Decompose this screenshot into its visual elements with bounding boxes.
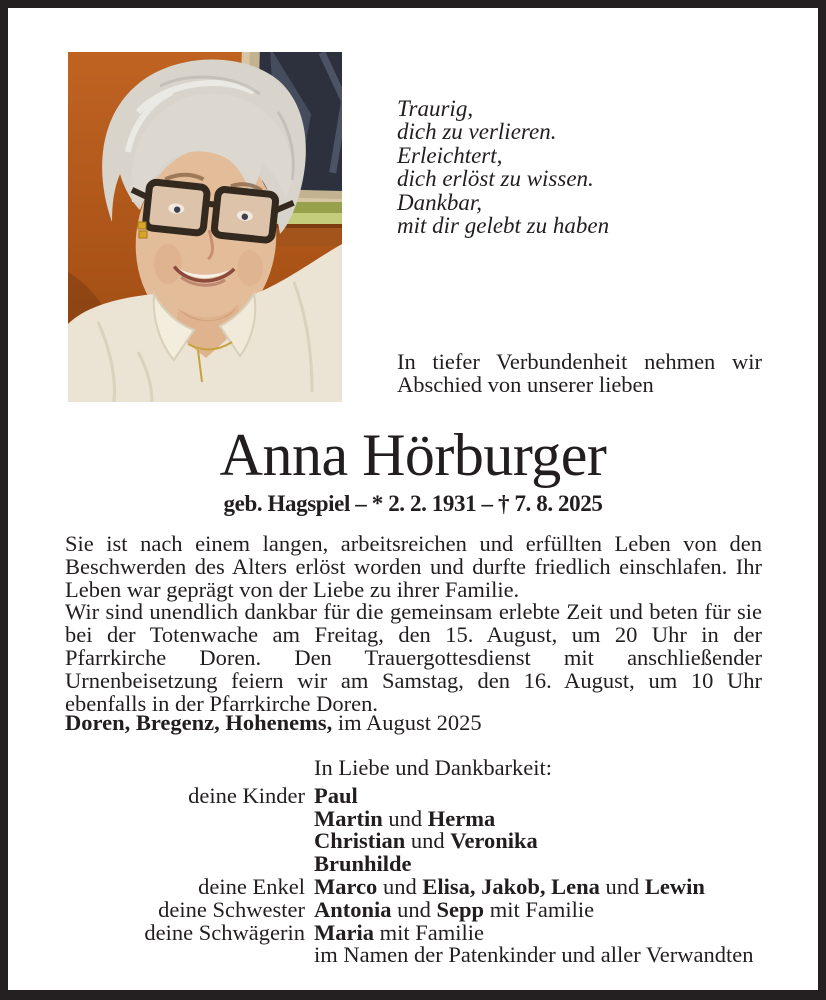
deceased-name: Anna Hörburger (219, 422, 607, 488)
mourner-row (65, 873, 810, 899)
life-dates: geb. Hagspiel – * 2. 2. 1931 – † 7. 8. 2025 (223, 491, 603, 516)
mourner-names: Marco und Elisa, Jakob, Lena und Lewin (314, 873, 705, 899)
mourner-names: Martin und Herma (314, 805, 496, 831)
mourner-names: Antonia und Sepp mit Familie (314, 896, 595, 922)
dateline (65, 711, 765, 734)
memorial-verse (397, 97, 742, 237)
mourner-row (65, 757, 810, 780)
mourner-label: deine Schwägerin (144, 919, 305, 945)
dateline-date: im August 2025 (332, 710, 482, 735)
verse-line: Traurig, (397, 96, 474, 121)
obituary-paragraph: Wir sind unendlich dankbar für die gemeinsam erlebte Zeit und beten für sie bei der Totenwache am Freitag, den 15. August, um 20 Uhr in der Pfarrkirche Doren. Den Trauergottesdienst mit anschließender Urnenbeisetzung feiern wir am Samstag, den 16. August, um 10 Uhr ebenfalls in der Pfarrkirche Doren. (65, 599, 762, 716)
verse-line: mit dir gelebt zu haben (397, 213, 610, 239)
mourner-names: Paul (314, 782, 358, 808)
obituary-body (65, 533, 762, 715)
verse-line: dich zu verlieren. (397, 119, 557, 145)
verse-line: dich erlöst zu wissen. (397, 166, 594, 192)
mourner-row (65, 896, 810, 922)
mourner-label: deine Enkel (198, 873, 305, 899)
mourner-row (65, 919, 810, 945)
dateline-places: Doren, Bregenz, Hohenems, (65, 710, 333, 735)
mourner-label (65, 757, 314, 780)
portrait-photo-art (68, 52, 342, 402)
mourner-row (65, 830, 810, 853)
mourner-row (65, 805, 810, 831)
mourner-label: deine Kinder (188, 782, 305, 808)
mourner-label: deine Schwester (158, 896, 305, 922)
closing-line: In Liebe und Dankbarkeit: (314, 755, 553, 780)
mourner-names: Brunhilde (314, 851, 412, 877)
mourner-label (65, 808, 314, 831)
intro-text: In tiefer Verbundenheit nehmen wir Abschied von unserer lieben (397, 349, 762, 397)
mourner-label (65, 944, 314, 967)
verse-line: Erleichtert, (397, 142, 503, 168)
mourners-block (65, 757, 810, 967)
mourner-names: Christian und Veronika (314, 828, 538, 854)
mourner-names: im Namen der Patenkinder und aller Verwandten (314, 942, 754, 968)
mourner-label (65, 853, 314, 876)
mourner-row (65, 782, 810, 808)
verse-line: Dankbar, (397, 189, 482, 215)
mourner-names: Maria mit Familie (314, 919, 484, 945)
mourner-label (65, 830, 314, 853)
mourner-row (65, 944, 810, 967)
mourner-row (65, 853, 810, 876)
portrait-photo (68, 52, 342, 402)
obituary-paragraph: Sie ist nach einem langen, arbeitsreichen und erfüllten Leben von den Beschwerden des Alters erlöst worden und durfte friedlich einschlafen. Ihr Leben war geprägt von der Liebe zu ihrer Familie. (65, 531, 762, 602)
